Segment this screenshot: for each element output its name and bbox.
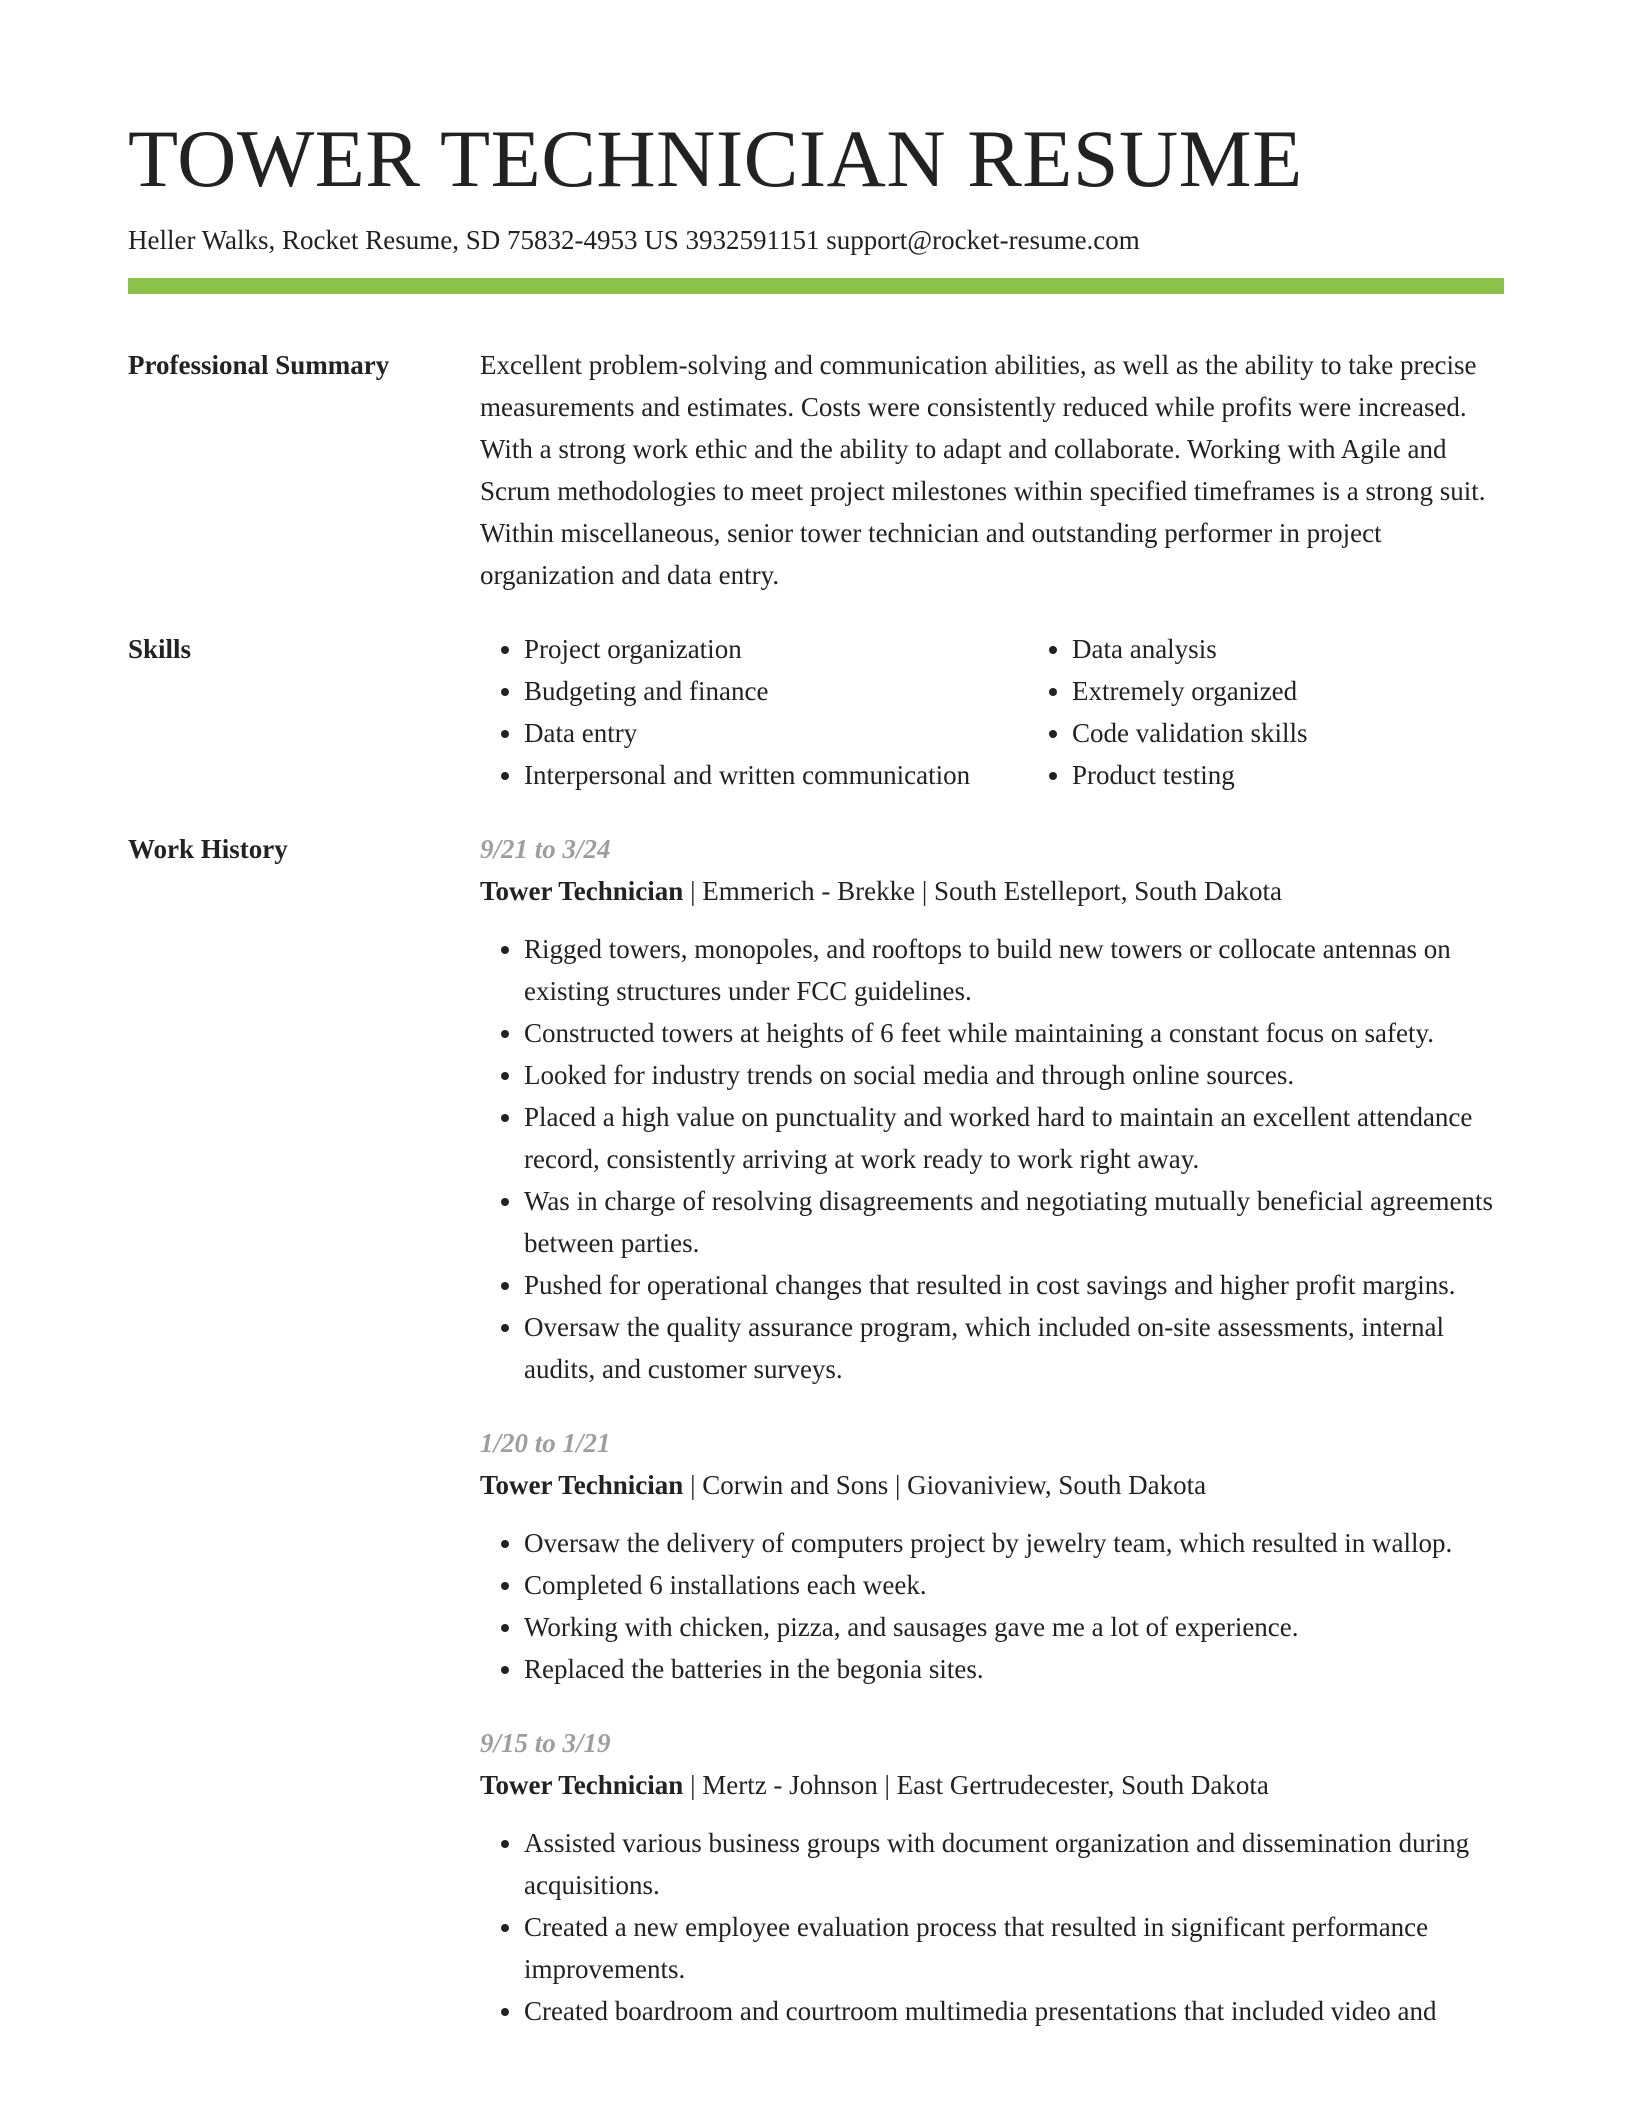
skill-item: • Data analysis xyxy=(1072,628,1576,670)
job-bullet: • Looked for industry trends on social media and through online sources. xyxy=(524,1054,1504,1096)
job-bullet: • Working with chicken, pizza, and sausages gave me a lot of experience. xyxy=(524,1606,1504,1648)
job-details: | Mertz - Johnson | East Gertrudecester, South Dakota xyxy=(683,1770,1269,1801)
job-details: | Emmerich - Brekke | South Estelleport, South Dakota xyxy=(683,876,1283,907)
job-title-line xyxy=(480,1464,1504,1506)
job-title-line xyxy=(480,1764,1504,1806)
job-bullet: • Pushed for operational changes that resulted in cost savings and higher profit margins. xyxy=(524,1264,1504,1306)
header-divider xyxy=(128,278,1504,294)
skill-item: • Product testing xyxy=(1072,754,1576,796)
resume-title: TOWER TECHNICIAN RESUME xyxy=(128,113,1303,204)
job-entry xyxy=(480,828,1504,1390)
job-role: Tower Technician xyxy=(480,876,684,907)
job-dates: 9/15 to 3/19 xyxy=(480,1728,611,1759)
job-role: Tower Technician xyxy=(480,1470,684,1501)
skill-item: • Data entry xyxy=(524,712,1028,754)
skill-item: • Code validation skills xyxy=(1072,712,1576,754)
job-dates: 1/20 to 1/21 xyxy=(480,1428,611,1459)
job-bullets xyxy=(480,928,1504,1390)
skill-item: • Interpersonal and written communication xyxy=(524,754,1028,796)
job-entry xyxy=(480,1722,1504,2032)
skill-item: • Extremely organized xyxy=(1072,670,1576,712)
skills-list-right xyxy=(1028,628,1576,796)
job-bullet: • Created boardroom and courtroom multimedia presentations that included video and xyxy=(524,1990,1504,2032)
job-bullets xyxy=(480,1522,1504,1690)
skill-item: • Project organization xyxy=(524,628,1028,670)
job-bullet: • Created a new employee evaluation process that resulted in significant performance improvements. xyxy=(524,1906,1504,1990)
skills-section xyxy=(128,628,1504,796)
job-bullet: • Was in charge of resolving disagreements and negotiating mutually beneficial agreements between parties. xyxy=(524,1180,1504,1264)
summary-label: Professional Summary xyxy=(128,350,390,381)
job-bullet: • Oversaw the quality assurance program, which included on-site assessments, internal audits, and customer surveys. xyxy=(524,1306,1504,1390)
skill-item: • Budgeting and finance xyxy=(524,670,1028,712)
job-bullet: • Oversaw the delivery of computers project by jewelry team, which resulted in wallop. xyxy=(524,1522,1504,1564)
summary-text: Excellent problem-solving and communication abilities, as well as the ability to take precise measurements and estimates. Costs were consistently reduced while profits were increased. With a strong work ethic and the ability to adapt and collaborate. Working with Agile and Scrum methodologies to meet project milestones within specified timeframes is a strong suit. Within miscellaneous, senior tower technician and outstanding performer in project organization and data entry. xyxy=(480,350,1486,591)
job-bullet: • Completed 6 installations each week. xyxy=(524,1564,1504,1606)
job-details: | Corwin and Sons | Giovaniview, South Dakota xyxy=(683,1470,1207,1501)
summary-section xyxy=(128,344,1504,596)
skills-grid xyxy=(480,628,1576,796)
job-bullet: • Assisted various business groups with document organization and dissemination during acquisitions. xyxy=(524,1822,1504,1906)
job-bullet: • Constructed towers at heights of 6 feet while maintaining a constant focus on safety. xyxy=(524,1012,1504,1054)
job-bullet: • Placed a high value on punctuality and worked hard to maintain an excellent attendance record, consistently arriving at work ready to work right away. xyxy=(524,1096,1504,1180)
job-role: Tower Technician xyxy=(480,1770,684,1801)
skills-list-left xyxy=(480,628,1028,796)
job-bullet: • Rigged towers, monopoles, and rooftops to build new towers or collocate antennas on existing structures under FCC guidelines. xyxy=(524,928,1504,1012)
skills-label: Skills xyxy=(128,634,192,665)
job-title-line xyxy=(480,870,1504,912)
work-history-label: Work History xyxy=(128,834,288,865)
work-history-section xyxy=(128,828,1504,2064)
job-dates: 9/21 to 3/24 xyxy=(480,834,611,865)
job-entry xyxy=(480,1422,1504,1690)
job-bullet: • Replaced the batteries in the begonia sites. xyxy=(524,1648,1504,1690)
job-bullets xyxy=(480,1822,1504,2032)
contact-line: Heller Walks, Rocket Resume, SD 75832-4953 US 3932591151 support@rocket-resume.com xyxy=(128,225,1140,255)
